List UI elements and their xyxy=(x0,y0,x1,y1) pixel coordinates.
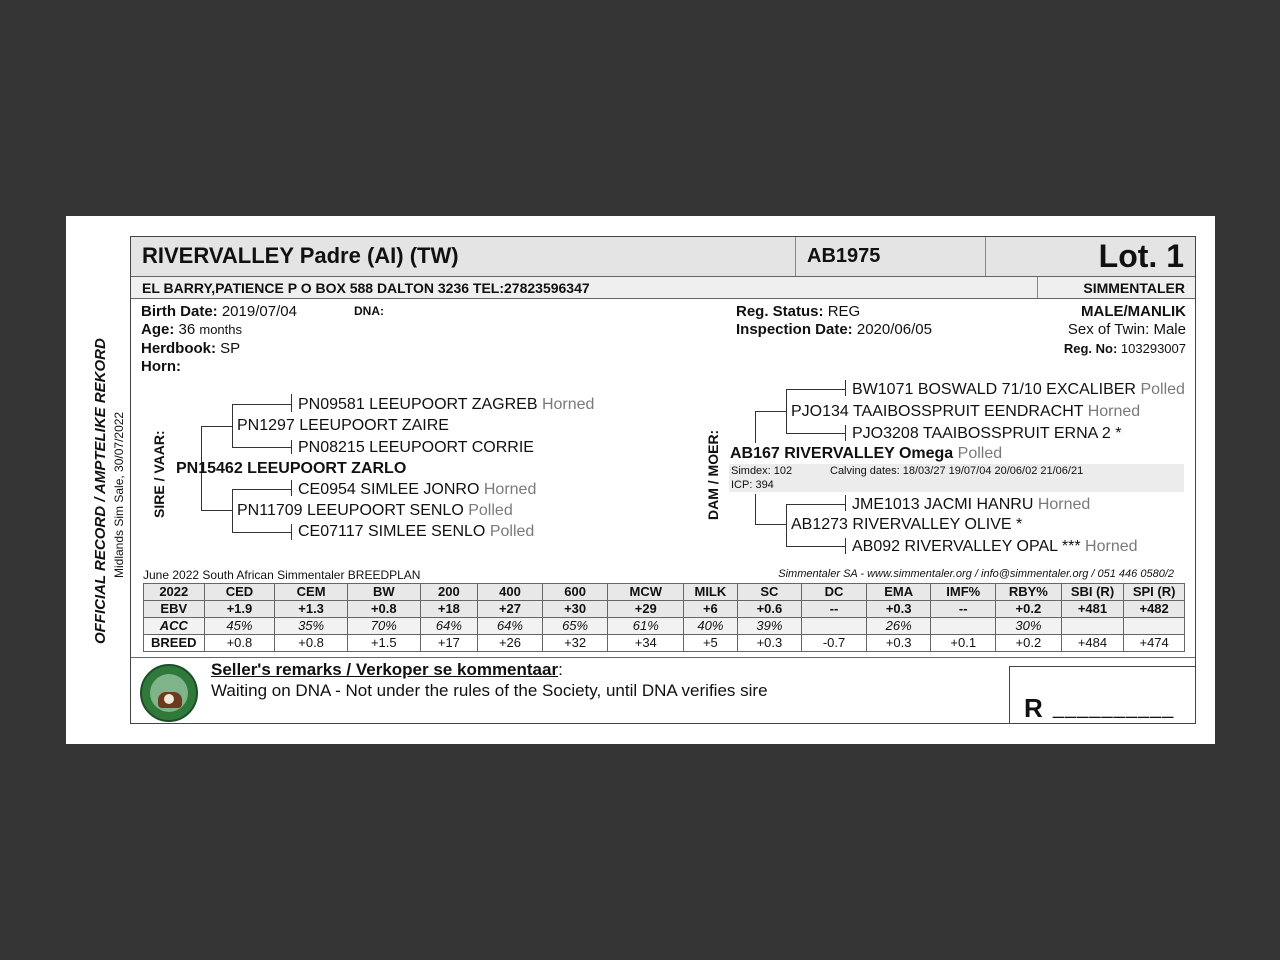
ebv-header-cell: 400 xyxy=(478,584,543,601)
birth-date: Birth Date: 2019/07/04 xyxy=(141,303,297,320)
dam-dam: AB1273 RIVERVALLEY OLIVE * xyxy=(791,516,1023,533)
sire-sire: PN1297 LEEUPOORT ZAIRE xyxy=(237,417,449,434)
ebv-header-cell: CEM xyxy=(275,584,348,601)
ebv-cell: +481 xyxy=(1061,601,1124,618)
ebv-cell: -- xyxy=(931,601,996,618)
breed-average-cell: +0.2 xyxy=(996,635,1062,652)
lot-number: Lot. 1 xyxy=(1098,238,1184,274)
society-contact: Simmentaler SA - www.simmentaler.org / info@simmentaler.org / 051 446 0580/2 xyxy=(778,568,1174,580)
registration-code: AB1975 xyxy=(807,245,881,267)
breed-average-cell: +1.5 xyxy=(347,635,420,652)
inspection-date: Inspection Date: 2020/06/05 xyxy=(736,321,932,338)
breed-name: SIMMENTALER xyxy=(1083,280,1185,296)
ebv-cell: +18 xyxy=(420,601,478,618)
ebv-header-cell: RBY% xyxy=(996,584,1062,601)
remarks-text: Waiting on DNA - Not under the rules of the Society, until DNA verifies sire xyxy=(211,681,768,700)
horn-label: Horn: xyxy=(141,358,181,375)
dam-label: DAM / MOER: xyxy=(705,429,721,520)
sire-dam-dam: CE07117 SIMLEE SENLO Polled xyxy=(298,523,535,540)
ebv-cell: +1.9 xyxy=(204,601,275,618)
ebv-header-cell: 2022 xyxy=(144,584,205,601)
ebv-cell: -- xyxy=(802,601,867,618)
ebv-header-cell: SPI (R) xyxy=(1124,584,1185,601)
reg-status: Reg. Status: REG xyxy=(736,303,861,320)
pedigree-line xyxy=(232,447,292,448)
ebv-table xyxy=(143,583,1185,652)
pedigree-line xyxy=(755,494,756,524)
accuracy-cell xyxy=(1124,618,1185,635)
accuracy-cell: 64% xyxy=(478,618,543,635)
divider xyxy=(1037,277,1038,298)
ebv-header-cell: BW xyxy=(347,584,420,601)
ebv-cell: +0.2 xyxy=(996,601,1062,618)
accuracy-cell: 61% xyxy=(608,618,684,635)
accuracy-cell xyxy=(931,618,996,635)
ebv-header-row xyxy=(144,584,1185,601)
sire-sire-dam: PN08215 LEEUPOORT CORRIE xyxy=(298,439,534,456)
pedigree-line xyxy=(232,532,292,533)
society-logo-icon xyxy=(140,664,198,722)
ebv-row xyxy=(144,601,1185,618)
pedigree-line xyxy=(755,411,756,443)
ebv-header-cell: IMF% xyxy=(931,584,996,601)
ebv-cell: +30 xyxy=(542,601,608,618)
accuracy-cell: ACC xyxy=(144,618,205,635)
accuracy-cell: 64% xyxy=(420,618,478,635)
ebv-cell: EBV xyxy=(144,601,205,618)
breed-average-row xyxy=(144,635,1185,652)
pedigree-line xyxy=(786,546,846,547)
breed-average-cell: +17 xyxy=(420,635,478,652)
pedigree-line xyxy=(755,524,787,525)
ebv-cell: +27 xyxy=(478,601,543,618)
breed-average-cell: +474 xyxy=(1124,635,1185,652)
accuracy-cell: 35% xyxy=(275,618,348,635)
sire-sire-sire: PN09581 LEEUPOORT ZAGREB Horned xyxy=(298,396,595,413)
remarks-divider xyxy=(131,657,1195,658)
ebv-cell: +482 xyxy=(1124,601,1185,618)
breed-average-cell: BREED xyxy=(144,635,205,652)
ebv-cell: +29 xyxy=(608,601,684,618)
pedigree-line xyxy=(201,426,233,427)
pedigree-line xyxy=(786,504,787,547)
dam-dam-dam: AB092 RIVERVALLEY OPAL *** Horned xyxy=(852,538,1138,555)
ebv-header-cell: 200 xyxy=(420,584,478,601)
accuracy-cell: 26% xyxy=(866,618,931,635)
sire-name: PN15462 LEEUPOORT ZARLO xyxy=(176,460,407,477)
price-label: R xyxy=(1024,693,1043,723)
accuracy-cell xyxy=(802,618,867,635)
divider xyxy=(985,237,986,276)
pedigree-line xyxy=(201,510,233,511)
sire-dam: PN11709 LEEUPOORT SENLO Polled xyxy=(237,502,513,519)
dam-calving-dates: Calving dates: 18/03/27 19/07/04 20/06/02 21/06/21 xyxy=(830,465,1084,477)
sex: MALE/MANLIK xyxy=(1081,303,1186,320)
ebv-header-cell: 600 xyxy=(542,584,608,601)
age: Age: 36 months xyxy=(141,321,243,338)
accuracy-cell: 39% xyxy=(737,618,802,635)
sex-of-twin: Sex of Twin: Male xyxy=(1067,321,1186,338)
pedigree-line xyxy=(291,524,292,540)
ebv-cell: +6 xyxy=(684,601,738,618)
pedigree-line xyxy=(291,440,292,454)
accuracy-cell: 40% xyxy=(684,618,738,635)
ebv-cell: +0.6 xyxy=(737,601,802,618)
breed-average-cell: +5 xyxy=(684,635,738,652)
remarks-heading: Seller's remarks / Verkoper se kommentaar: xyxy=(211,660,563,679)
dam-sire-sire: BW1071 BOSWALD 71/10 EXCALIBER Polled xyxy=(852,381,1185,398)
ebv-header-cell: DC xyxy=(802,584,867,601)
dam-simdex: Simdex: 102 xyxy=(731,465,793,477)
breed-average-cell: +0.3 xyxy=(866,635,931,652)
pedigree-line xyxy=(232,489,292,490)
sire-label: SIRE / VAAR: xyxy=(151,430,167,518)
breed-average-cell: -0.7 xyxy=(802,635,867,652)
breed-average-cell: +0.8 xyxy=(204,635,275,652)
breed-average-cell: +32 xyxy=(542,635,608,652)
registration-number: Reg. No: 103293007 xyxy=(1063,341,1186,356)
ebv-header-cell: SC xyxy=(737,584,802,601)
pedigree-line xyxy=(845,380,846,396)
pedigree-line xyxy=(845,425,846,441)
sire-dam-sire: CE0954 SIMLEE JONRO Horned xyxy=(298,481,537,498)
pedigree-line xyxy=(786,389,787,433)
ebv-header-cell: EMA xyxy=(866,584,931,601)
pedigree-line xyxy=(845,538,846,554)
price-blank: __________ xyxy=(1053,697,1175,719)
breed-average-cell: +0.8 xyxy=(275,635,348,652)
accuracy-cell: 45% xyxy=(204,618,275,635)
dam-name: AB167 RIVERVALLEY Omega Polled xyxy=(730,445,1003,462)
breedplan-caption: June 2022 South African Simmentaler BREEDPLAN xyxy=(143,568,421,582)
breed-average-cell: +0.3 xyxy=(737,635,802,652)
pedigree-line xyxy=(786,504,846,505)
pedigree-line xyxy=(232,404,233,448)
dam-icp: ICP: 394 xyxy=(731,479,774,491)
dam-sire: PJO134 TAAIBOSSPRUIT EENDRACHT Horned xyxy=(791,403,1141,420)
pedigree-line xyxy=(786,389,846,390)
ebv-cell: +1.3 xyxy=(275,601,348,618)
ebv-header-cell: MCW xyxy=(608,584,684,601)
pedigree-line xyxy=(291,480,292,496)
ebv-cell: +0.3 xyxy=(866,601,931,618)
accuracy-cell: 70% xyxy=(347,618,420,635)
accuracy-row xyxy=(144,618,1185,635)
breed-average-cell: +34 xyxy=(608,635,684,652)
pedigree-line xyxy=(291,394,292,412)
accuracy-cell: 30% xyxy=(996,618,1062,635)
herdbook: Herdbook: SP xyxy=(141,340,241,357)
accuracy-cell xyxy=(1061,618,1124,635)
ebv-cell: +0.8 xyxy=(347,601,420,618)
pedigree-line xyxy=(232,404,292,405)
dam-dam-sire: JME1013 JACMI HANRU Horned xyxy=(852,496,1091,513)
pedigree-line xyxy=(845,495,846,511)
breed-average-cell: +484 xyxy=(1061,635,1124,652)
breeder-info: EL BARRY,PATIENCE P O BOX 588 DALTON 3236 TEL:27823596347 xyxy=(142,280,590,296)
breed-average-cell: +0.1 xyxy=(931,635,996,652)
pedigree-line xyxy=(786,433,846,434)
official-record-label: OFFICIAL RECORD / AMPTELIKE REKORD xyxy=(92,338,109,644)
ebv-header-cell: CED xyxy=(204,584,275,601)
ebv-header-cell: SBI (R) xyxy=(1061,584,1124,601)
sale-label: Midlands Sim Sale, 30/07/2022 xyxy=(112,411,126,578)
pedigree-line xyxy=(755,411,787,412)
pedigree-line xyxy=(232,489,233,532)
accuracy-cell: 65% xyxy=(542,618,608,635)
dna-label: DNA: xyxy=(354,304,384,318)
animal-name: RIVERVALLEY Padre (AI) (TW) xyxy=(142,243,459,268)
dam-sire-dam: PJO3208 TAAIBOSSPRUIT ERNA 2 * xyxy=(852,425,1122,442)
ebv-header-cell: MILK xyxy=(684,584,738,601)
breed-average-cell: +26 xyxy=(478,635,543,652)
divider xyxy=(795,237,796,276)
